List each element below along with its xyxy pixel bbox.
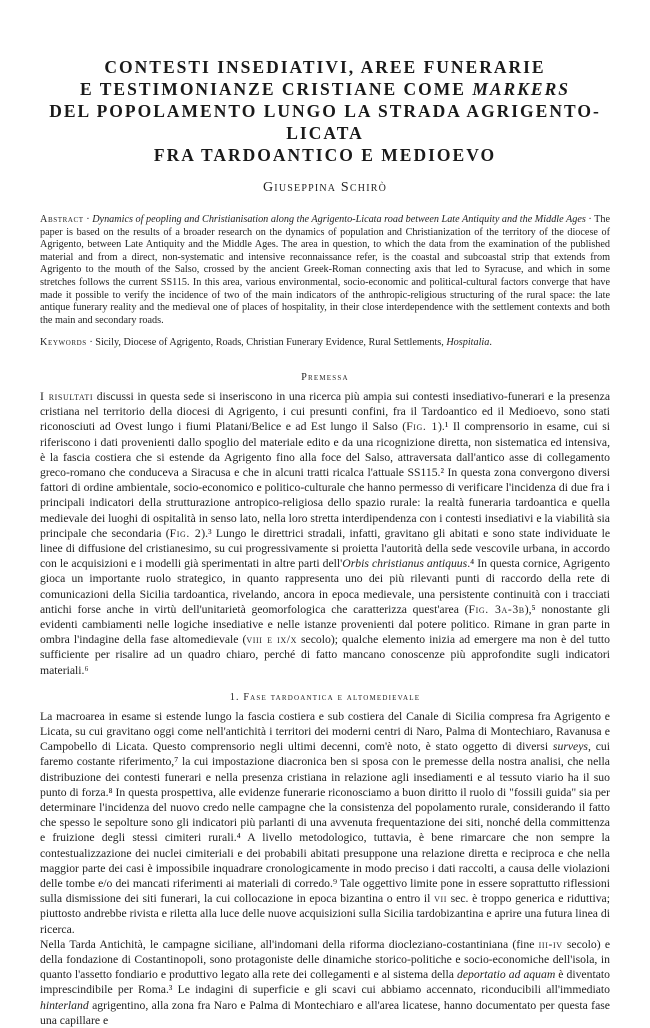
text-run: sec. è troppo generica e riduttiva; piuttosto andrebbe rivista e riletta alla luce delle nuove acquisizioni sulla Sicilia tardobizantina e aprire una futura linea di ricerca. [40,892,610,936]
text-run: agrigentino, alla zona fra Naro e Palma di Montechiaro e all'area licatese, hanno documentato per questa fase una capillare e [40,998,610,1027]
fase-paragraph-2 [40,937,610,1028]
keywords-list: Sicily, Diocese of Agrigento, Roads, Christian Funerary Evidence, Rural Settlements, [95,337,447,349]
text-run: ).³ Lungo le direttrici stradali, infatti, gravitano gli abitati e sono state individuate le linee di diffusione del cristianesimo, su cui progressivamente si proietta l'autorità della sede vescovile urbana, in accordo con le acquisizioni e i modelli già sperimentati in altre parti dell' [40,526,611,571]
abstract-separator: · [83,214,93,225]
section-heading-premessa: Premessa [301,371,349,383]
text-run: Nella Tarda Antichità, le campagne siciliane, all'indomani della riforma diocleziano-costantiniana (fine [40,937,539,951]
text-run: ),⁵ nonostante gli evidenti cambiamenti nelle logiche insediative e nelle istanze provenienti dal potere politico. Rimane in gran parte in ombra l'indagine della fase altomedievale ( [40,602,610,647]
article-title [40,56,610,166]
title-line-1: CONTESTI INSEDIATIVI, AREE FUNERARIE [104,57,546,77]
text-run: La macroarea in esame si estende lungo la fascia costiera e sub costiera del Canale di Sicilia compresa fra Agrigento e Licata, su cui gravitano oggi come nell'antichità i territori dei moderni centri di Naro, Palma di Montechiaro, Ravanusa e Campobello di Licata. Questo comprensorio negli ultimi decenni, com'è noto, è stato oggetto di diversi [40,709,610,754]
premessa-paragraph [40,389,610,678]
keywords-last: Hospitalia [446,337,490,349]
text-run: .⁴ In questa cornice, Agrigento gioca un importante ruolo strategico, in quanto rappresenta uno dei più rilevanti punti di raccordo della rete di comunicazioni della Sicilia tardoantica, rivelando, ancora in epoca medievale, una persistente continuità con i tracciati antichi forse anche in virtù dell'unitarietà geomorfologica che caratterizza quest'area ( [40,557,610,616]
title-markers: MARKERS [472,79,570,99]
italic-term: surveys [552,740,588,754]
text-run: è diventato imprescindibile per Roma.³ Le indagini di superficie e gli scavi cui abbiamo accennato, riconducibili all'immediato [40,968,610,997]
figure-ref: Fig. 2 [169,526,202,540]
figure-ref: Fig. 3a-3b [468,602,525,616]
keywords-label: Keywords [40,337,87,349]
text-run: , cui faremo costante riferimento,⁷ la cui impostazione diacronica ben si sposa con le premesse della nostra analisi, che nella distribuzione dei contesti funerari e nella presenza cristiana in relazione agli insediamenti e al tessuto viario ha il suo punto di forza.⁸ In questa prospettiva, alle evidenze funerarie riconosciamo a buon diritto il ruolo di "fossili guida" sia per determinare l'incidenza del nuovo credo nelle campagne che la consistenza del popolamento rurale, considerando il fatto che spesso le sepolture sono gli indicatori più parlanti di una avvenuta frequentazione dei siti, nonché della committenza e fruizione degli stessi cimiteri rurali.⁴ A livello metodologico, tuttavia, è bene rimarcare che non sempre la contestualizzazione dei nuclei cimiteriali e dei probabili abitati presuppone una relazione diretta e reciproca e che nella maggior parte dei casi è impossibile inquadrare cronologicamente in modo preciso i dati raccolti, a causa delle violazioni delle tombe e/o dei mancati riferimenti ai materiali di corredo.⁹ Tale oggettivo limite pone in essere soprattutto riflessioni sulla dismissione dei siti funerari, la cui collocazione in epoca bizantina o entro il [40,740,611,906]
title-line-4: FRA TARDOANTICO E MEDIOEVO [153,145,497,165]
keywords-separator: · [86,337,96,349]
abstract [40,214,610,327]
italic-term: deportatio ad aquam [457,968,556,982]
italic-term: hinterland [40,998,89,1012]
text-run: discussi in questa sede si inseriscono in una ricerca più ampia sui contesti insediativo-funerari e la presenza cristiana nel territorio della diocesi di Agrigento, i cui presunti confini, fra il Tardoantico ed il Medioevo, sono stati riconosciuti ad Ovest lungo i fiumi Platani/Belice e ad Est lungo il Salso ( [40,389,611,434]
title-line-2: E TESTIMONIANZE CRISTIANE COME [80,79,466,99]
abstract-title: Dynamics of peopling and Christianisation along the Agrigento-Licata road between Late Antiquity and the Middle Ages [92,214,586,225]
italic-term: Orbis christianus antiquus [342,557,468,571]
figure-ref: Fig. 1 [406,420,438,434]
text-run: secolo) e della fondazione di Costantinopoli, sono protagoniste delle dinamiche storico-politiche e socio-economiche dell'isola, in quanto l'assetto fondiario e produttivo legato alla rete dei collegamenti e al sistema della [40,937,611,982]
para-lead: I risultati [40,389,94,403]
keywords-end: . [489,337,492,349]
text-run: ).¹ Il comprensorio in esame, cui si riferiscono i dati provenienti dallo spoglio del materiale edito e da una ricognizione diretta, non sistematica ed intensiva, è la fascia costiera che si estende da Agrigento fino alla foce del Salso, attraversata dall'antico asse di collegamento greco-romano che conduceva a Siracusa e che in alcuni tratti ricalca l'attuale SS115.² In questa zona convergono diversi fattori di ordine ambientale, socio-economico e politico-culturale che hanno permesso di verificare l'incidenza di due fra i principali indicatori della strutturazione antropico-religiosa dello spazio rurale: la realtà funeraria tardoantica e quella medievale dei luoghi di ospitalità in senso lato, nella loro stretta interdipendenza con i contesti insediativi e la viabilità sia principale che secondaria ( [40,420,610,540]
century-ref: iii-iv [538,937,563,951]
keywords [40,337,610,350]
author-name: Giuseppina Schirò [262,180,388,195]
section-heading-fase: 1. Fase tardoantica e altomedievale [229,691,421,703]
century-ref: vii [434,892,447,906]
fase-paragraph-1 [40,709,610,937]
text-run: secolo); qualche elemento inizia ad emergere ma non è del tutto sufficiente per risalire ad un quadro chiaro, perché di fatto mancano conoscenze più approfondite sugli indicatori materiali.⁶ [40,633,610,677]
abstract-body: · The paper is based on the results of a broader research on the dynamics of population and Christianization of the territory of the diocese of Agrigento, between Late Antiquity and the Middle Ages. The area in question, to which the data from the examination of the published material and from a direct, non-systematic and intensive reconnaissance refer, is the coastal and subcoastal strip that extends from Agrigento to the mouth of the Salso, crossed by the ancient Greek-Roman connecting axis that led to Syracuse, and which in some stretches follows the current SS115. In this area, various environmental, socio-economic and political-cultural factors converge that have made it possible to verify the incidence of two of the main indicators of the anthropic-religious structuring of the rural space: the late antique funerary reality and the medieval one of places of hospitality, in their close interdependence with the settlement contexts and both the main and secondary roads. [40,214,610,326]
abstract-label: Abstract [40,214,84,225]
century-ref: viii e ix/x [246,633,298,647]
title-line-3: DEL POPOLAMENTO LUNGO LA STRADA AGRIGENTO-LICATA [49,101,601,143]
